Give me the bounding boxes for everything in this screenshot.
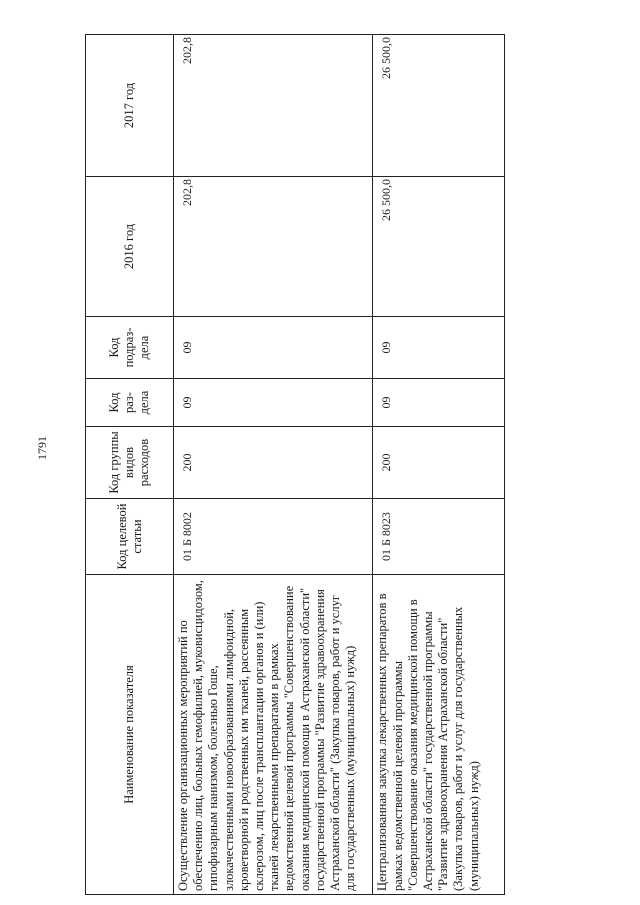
row-year-2017: 202,8 (174, 35, 373, 177)
table-row (174, 35, 373, 895)
row-subsection-code: 09 (174, 317, 373, 379)
row-year-2017: 26 500,0 (373, 35, 505, 177)
budget-table (85, 34, 505, 895)
rotated-table-area (85, 35, 505, 895)
budget-table-wrapper (85, 35, 505, 895)
row-year-2016: 26 500,0 (373, 177, 505, 317)
header-section-code: Код раз-дела (86, 379, 174, 427)
row-name: Централизованная закупка лекарственных препаратов в рамках ведомственной целевой программы "Совершенствование оказания медицинской помощи в Астраханской области" государственной программы "Развитие здравоохранения Астраханской области" (Закупка товаров, работ и услуг для государственных (муниципальных) нужд) (373, 575, 505, 895)
row-group-code: 200 (373, 427, 505, 499)
header-target-code: Код целевой статьи (86, 499, 174, 575)
row-section-code: 09 (373, 379, 505, 427)
header-row (86, 35, 174, 895)
row-subsection-code: 09 (373, 317, 505, 379)
row-section-code: 09 (174, 379, 373, 427)
header-subsection-code: Код подраз-дела (86, 317, 174, 379)
header-year-2016: 2016 год (86, 177, 174, 317)
row-target-code: 01 Б 8002 (174, 499, 373, 575)
row-year-2016: 202,8 (174, 177, 373, 317)
row-target-code: 01 Б 8023 (373, 499, 505, 575)
header-name: Наименование показателя (86, 575, 174, 895)
header-year-2017: 2017 год (86, 35, 174, 177)
row-group-code: 200 (174, 427, 373, 499)
table-row (373, 35, 505, 895)
header-group-code: Код группы видов расходов (86, 427, 174, 499)
row-name: Осуществление организационных мероприятий по обеспечению лиц, больных гемофилией, муковисцидозом, гипофизарным нанизмом, болезнью Гоше, злокачественными новообразованиями лимфоидной, кроветворной и родственных им тканей, рассеянным склерозом, лиц после трансплантации органов и (или) тканей лекарственными препаратами в рамках ведомственной целевой программы "Совершенствование оказания медицинской помощи в Астраханской области" государственной программы "Развитие здравоохранения Астраханской области" (Закупка товаров, работ и услуг для государственных (муниципальных) нужд) (174, 575, 373, 895)
page-number: 1791 (35, 436, 49, 460)
